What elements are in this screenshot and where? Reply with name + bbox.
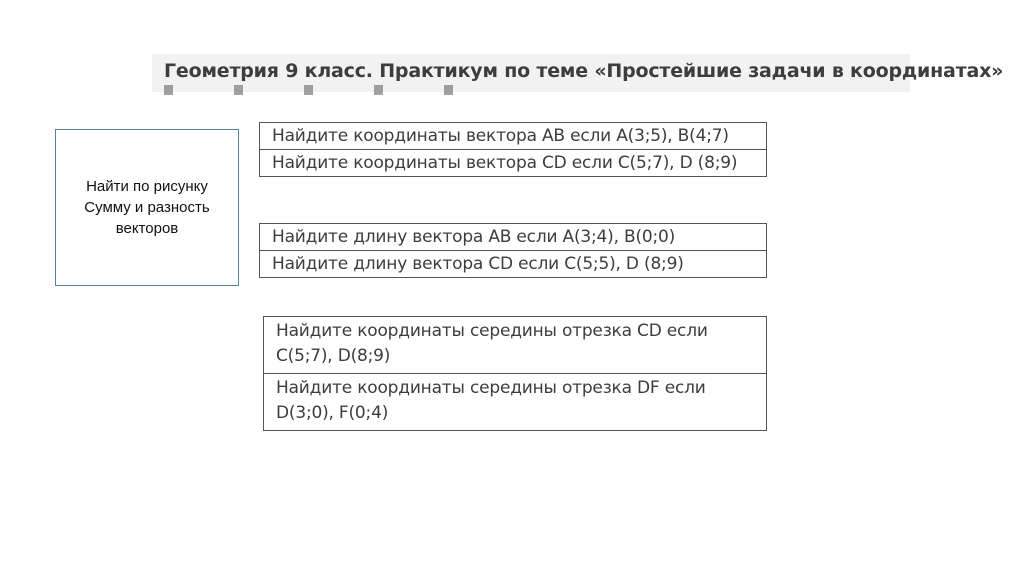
task-cell: Найдите координаты середины отрезка CD если С(5;7), D(8;9) bbox=[264, 317, 767, 374]
note-text bbox=[84, 176, 209, 239]
table-row bbox=[260, 224, 767, 251]
vector-length-table bbox=[259, 223, 767, 278]
task-cell: Найдите длину вектора CD если С(5;5), D (8;9) bbox=[260, 251, 767, 278]
task-cell: Найдите координаты вектора CD если С(5;7), D (8;9) bbox=[260, 150, 767, 177]
title-strip bbox=[152, 54, 1004, 92]
table-row bbox=[260, 123, 767, 150]
note-line-3: векторов bbox=[115, 220, 179, 237]
vector-coordinates-table bbox=[259, 122, 767, 177]
task-cell: Найдите длину вектора АВ если А(3;4), В(0;0) bbox=[260, 224, 767, 251]
note-line-1: Найти по рисунку bbox=[86, 178, 208, 195]
task-cell: Найдите координаты середины отрезка DF если D(3;0), F(0;4) bbox=[264, 374, 767, 431]
task-cell: Найдите координаты вектора АВ если А(3;5), В(4;7) bbox=[260, 123, 767, 150]
table-row bbox=[260, 150, 767, 177]
note-line-2: Сумму и разность bbox=[84, 199, 210, 216]
table-row bbox=[260, 251, 767, 278]
midpoint-table bbox=[263, 316, 767, 431]
table-row bbox=[264, 374, 767, 431]
table-row bbox=[264, 317, 767, 374]
note-box bbox=[55, 129, 239, 286]
cropped-subtitle-remnant bbox=[164, 85, 464, 95]
page-title: Геометрия 9 класс. Практикум по теме «Простейшие задачи в координатах» bbox=[164, 60, 1004, 82]
